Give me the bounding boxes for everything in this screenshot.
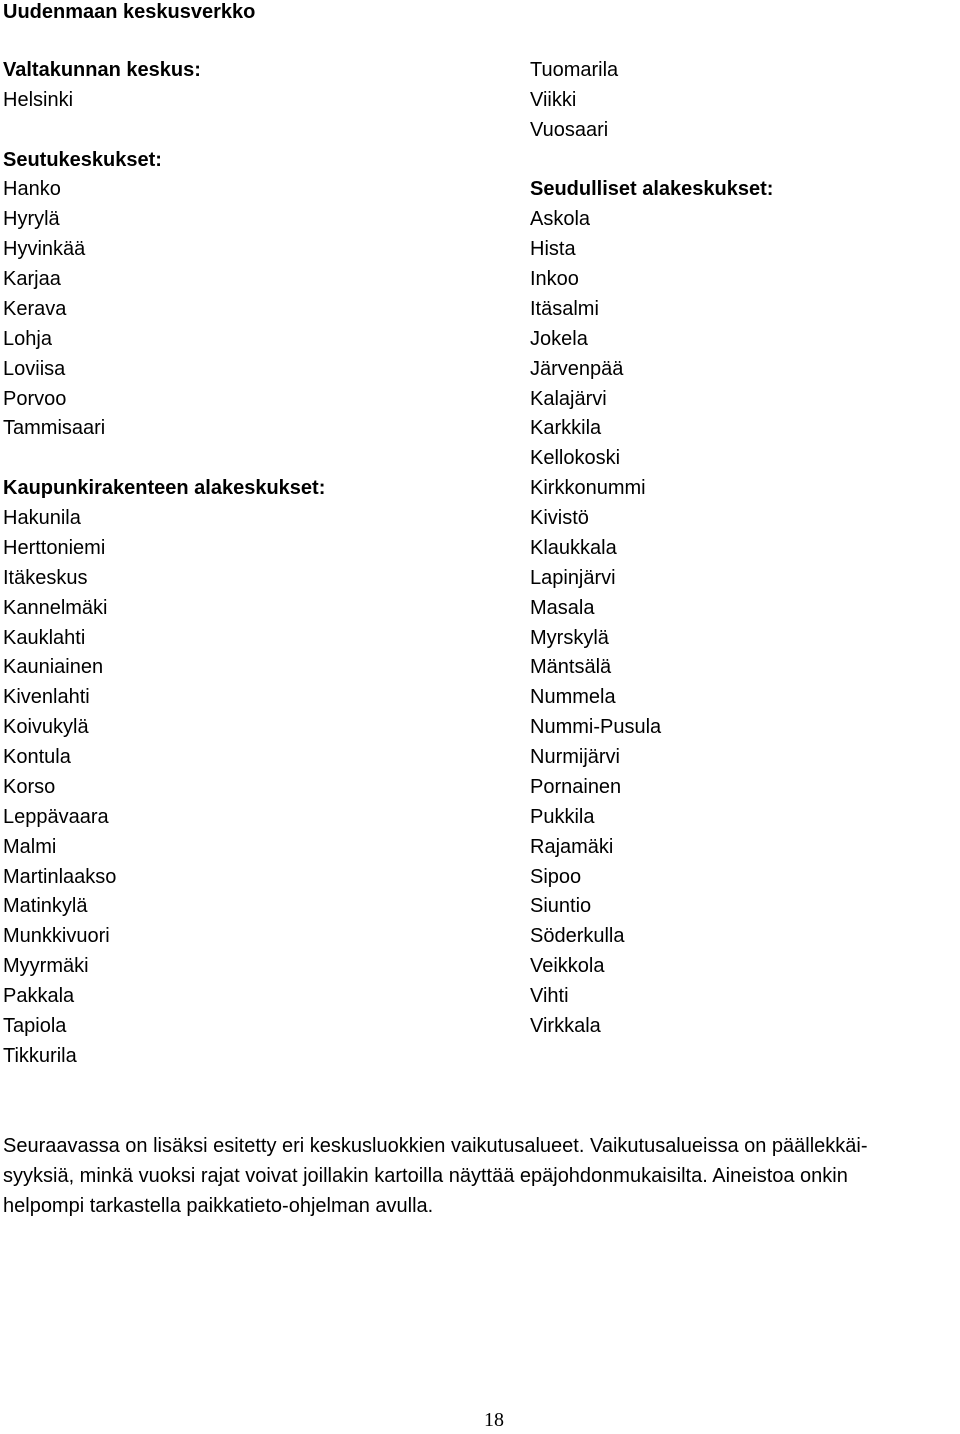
list-item: Tuomarila <box>530 59 619 81</box>
list-item: Nummi-Pusula <box>530 716 662 739</box>
list-item: Rajamäki <box>530 835 614 858</box>
list-item: Karjaa <box>3 268 61 291</box>
paragraph-line-3: helpompi tarkastella paikkatieto-ohjelman avulla. <box>3 1195 434 1217</box>
left-column <box>3 56 483 1102</box>
right-column <box>530 56 950 1072</box>
national-center-heading: Valtakunnan keskus: <box>3 59 201 81</box>
urban-subcenter-continued-group <box>530 56 950 146</box>
urban-subcenter-heading: Kaupunkirakenteen alakeskukset: <box>3 477 326 500</box>
list-item: Veikkola <box>530 955 605 978</box>
list-item: Loviisa <box>3 357 66 380</box>
list-item: Pakkala <box>3 985 75 1008</box>
list-item: Siuntio <box>530 895 592 918</box>
list-item: Nurmijärvi <box>530 746 620 769</box>
list-item: Kivistö <box>530 507 589 530</box>
list-item: Mäntsälä <box>530 656 612 679</box>
urban-subcenter-group <box>3 474 483 1072</box>
page-title: Uudenmaan keskusverkko <box>3 1 256 23</box>
page-number: 18 <box>484 1409 504 1431</box>
paragraph-line-2: syyksiä, minkä vuoksi rajat voivat joillakin kartoilla näyttää epäjohdonmukaisilta. Aineistoa onkin <box>3 1165 848 1187</box>
list-item: Hanko <box>3 178 61 201</box>
list-item: Virkkala <box>530 1014 601 1037</box>
list-item: Kalajärvi <box>530 387 607 410</box>
list-item: Helsinki <box>3 88 74 111</box>
body-paragraph <box>3 1131 960 1221</box>
list-item: Hyvinkää <box>3 238 86 261</box>
list-item: Lapinjärvi <box>530 566 616 589</box>
list-item: Nummela <box>530 686 616 709</box>
list-item: Hyrylä <box>3 208 60 231</box>
list-item: Söderkulla <box>530 925 625 948</box>
list-item: Kannelmäki <box>3 596 108 619</box>
list-item: Tikkurila <box>3 1044 77 1067</box>
national-center-list <box>3 86 483 116</box>
list-item: Kivenlahti <box>3 686 90 709</box>
list-item: Pukkila <box>530 805 595 828</box>
list-item: Hakunila <box>3 507 81 530</box>
regional-center-list <box>3 175 483 444</box>
list-item: Kauklahti <box>3 626 86 649</box>
list-item: Tammisaari <box>3 417 106 440</box>
list-item: Askola <box>530 208 591 231</box>
list-item: Vuosaari <box>530 118 609 141</box>
list-item: Matinkylä <box>3 895 88 918</box>
list-item: Kontula <box>3 746 71 769</box>
urban-subcenter-continued-list <box>530 56 950 146</box>
regional-center-group <box>3 146 483 445</box>
list-item: Herttoniemi <box>3 536 106 559</box>
list-item: Lohja <box>3 327 52 350</box>
list-item: Viikki <box>530 88 577 111</box>
regional-subcenter-list <box>530 205 950 1042</box>
list-item: Järvenpää <box>530 357 624 380</box>
regional-subcenter-heading: Seudulliset alakeskukset: <box>530 178 774 201</box>
list-item: Martinlaakso <box>3 865 117 888</box>
list-item: Karkkila <box>530 417 602 440</box>
regional-center-heading: Seutukeskukset: <box>3 148 162 171</box>
list-item: Vihti <box>530 985 569 1008</box>
list-item: Klaukkala <box>530 536 617 559</box>
regional-subcenter-group <box>530 175 950 1041</box>
list-item: Kauniainen <box>3 656 104 679</box>
list-item: Korso <box>3 775 56 798</box>
list-item: Itäkeskus <box>3 566 88 589</box>
list-item: Masala <box>530 596 595 619</box>
urban-subcenter-list <box>3 504 483 1072</box>
list-item: Hista <box>530 238 576 261</box>
list-item: Myrskylä <box>530 626 609 649</box>
list-item: Koivukylä <box>3 716 89 739</box>
paragraph-line-1: Seuraavassa on lisäksi esitetty eri keskusluokkien vaikutusalueet. Vaikutusalueissa on päällekkäi- <box>3 1135 868 1157</box>
list-item: Sipoo <box>530 865 582 888</box>
list-item: Pornainen <box>530 775 622 798</box>
list-item: Myyrmäki <box>3 955 89 978</box>
list-item: Porvoo <box>3 387 67 410</box>
list-item: Kellokoski <box>530 447 621 470</box>
list-item: Munkkivuori <box>3 925 110 948</box>
list-item: Kirkkonummi <box>530 477 646 500</box>
list-item: Leppävaara <box>3 805 109 828</box>
list-item: Jokela <box>530 327 588 350</box>
list-item: Kerava <box>3 297 67 320</box>
list-item: Tapiola <box>3 1014 67 1037</box>
national-center-group <box>3 56 483 116</box>
list-item: Itäsalmi <box>530 297 599 320</box>
list-item: Malmi <box>3 835 57 858</box>
list-item: Inkoo <box>530 268 579 291</box>
